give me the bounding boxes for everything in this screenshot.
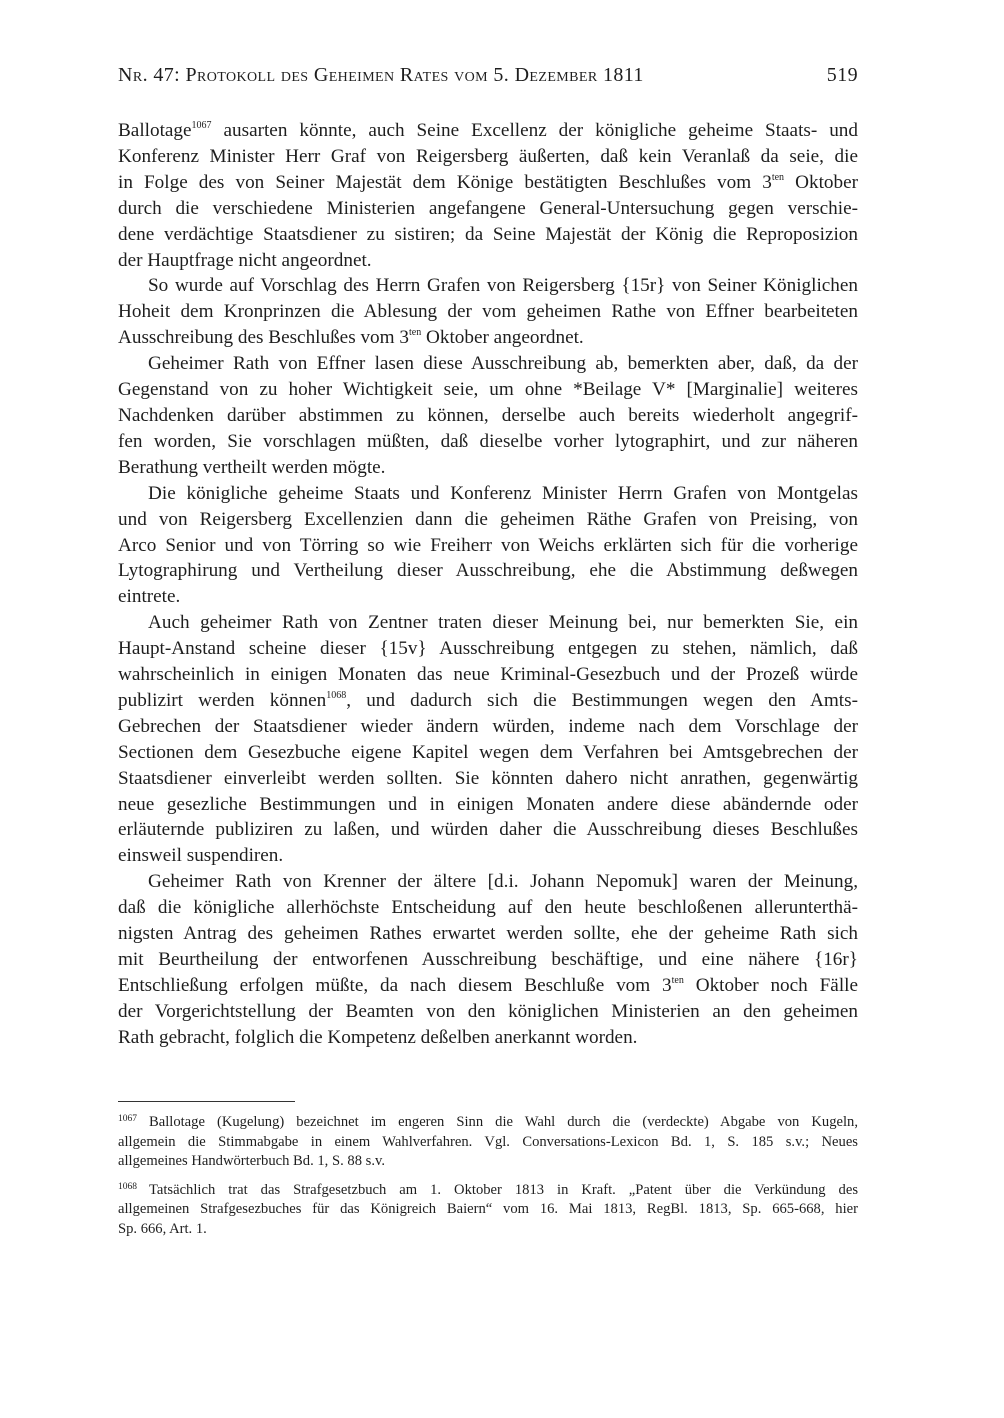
- text-line: Gegenstand von zu hoher Wichtigkeit seie, um ohne *Beilage V* [Marginalie] weiteres: [118, 379, 858, 401]
- footnote-ref-1067: 1067: [191, 120, 212, 131]
- text-line: [118, 1181, 858, 1201]
- text-line: der Hauptfrage nicht angeordnet.: [118, 249, 372, 271]
- footnote-ref-1068: 1068: [326, 689, 347, 701]
- text-line: allgemein die Stimmabgabe in einem Wahlverfahren. Vgl. Conversations-Lexicon Bd. 1, S. 185 s.v.; Neues: [118, 1133, 858, 1150]
- text-line: fen worden, Sie vorschlagen müßten, daß dieselbe vorher lytographirt, und zur näheren: [118, 430, 858, 452]
- text-line: Lytographirung und Vertheilung dieser Ausschreibung, ehe die Abstimmung deßwegen: [118, 560, 858, 582]
- superscript: ten: [771, 171, 785, 183]
- text-line: Sp. 666, Art. 1.: [118, 1220, 207, 1237]
- text-line: dene verdächtige Staatsdiener zu sistiren; da Seine Majestät der König die Reproposizion: [118, 223, 858, 245]
- text-line: allgemeinen Strafgesezbuches für das Königreich Baiern“ vom 16. Mai 1813, RegBl. 1813, Sp. 665-668, hier: [118, 1201, 858, 1218]
- text-line: Die königliche geheime Staats und Konferenz Minister Herrn Grafen von Montgelas: [148, 482, 858, 504]
- text-line: Gebrechen der Staatsdiener wieder ändern würden, indeme nach dem Vorschlage der: [118, 715, 858, 737]
- text-line: [118, 1113, 858, 1133]
- text-line: Geheimer Rath von Effner lasen diese Ausschreibung ab, bemerkten aber, daß, da der: [148, 353, 858, 375]
- text-line: Haupt-Anstand scheine dieser {15v} Ausschreibung entgegen zu stehen, nämlich, daß: [118, 638, 858, 660]
- text-run: Oktober: [784, 171, 858, 193]
- footnotes: [118, 1113, 858, 1249]
- paragraph-4: [118, 481, 858, 611]
- text-line: erläuternde publiziren zu laßen, und würden daher die Ausschreibung dieses Beschlußes: [118, 819, 858, 841]
- running-head: [118, 64, 858, 94]
- text-run: , und dadurch sich die Bestimmungen wegen den Amts-: [346, 689, 858, 711]
- footnote-1068: [118, 1181, 858, 1240]
- superscript: ten: [408, 327, 422, 339]
- text-line: Berathung vertheilt werden mögte.: [118, 456, 386, 478]
- footnote-divider: [118, 1101, 295, 1102]
- text-run: ausarten könnte, auch Seine Excellenz der königliche geheime Staats- und: [211, 120, 858, 141]
- text-run: Ballotage: [118, 120, 192, 141]
- text-line: durch die verschiedene Ministerien angefangene General-Untersuchung gegen verschie-: [118, 197, 858, 219]
- text-run: Entschließung erfolgen müßte, da nach diesem Beschluße vom 3: [118, 974, 672, 996]
- text-line: [118, 325, 858, 351]
- superscript: ten: [671, 974, 684, 986]
- text-line: Rath gebracht, folglich die Kompetenz deßelben anerkannt worden.: [118, 1026, 638, 1048]
- footnote-number: 1068: [118, 1181, 137, 1192]
- text-line: Arco Senior und von Törring so wie Freiherr von Weichs erklärten sich für die vorherige: [118, 534, 858, 556]
- text-line: Geheimer Rath von Krenner der ältere [d.i. Johann Nepomuk] waren der Meinung,: [148, 871, 858, 893]
- running-title: Nr. 47: Protokoll des Geheimen Rates vom 5. Dezember 1811: [118, 64, 644, 86]
- paragraph-3: [118, 351, 858, 481]
- paragraph-6: [118, 869, 858, 1050]
- text-line: der Vorgerichtstellung der Beamten von den königlichen Ministerien an den geheimen: [118, 1000, 858, 1022]
- text-line: eintrete.: [118, 586, 181, 608]
- text-line: einsweil suspendiren.: [118, 845, 284, 867]
- text-line: Konferenz Minister Herr Graf von Reigersberg äußerten, daß kein Veranlaß da seie, die: [118, 145, 858, 167]
- footnote-1067: [118, 1113, 858, 1172]
- text-line: wahrscheinlich in einigen Monaten das neue Kriminal-Gesezbuch und der Prozeß würde: [118, 664, 858, 686]
- text-line: neue gesezliche Bestimmungen und in einigen Monaten andere diese abändernde oder: [118, 793, 858, 815]
- text-line: So wurde auf Vorschlag des Herrn Grafen von Reigersberg {15r} von Seiner Königlichen: [148, 275, 858, 297]
- text-line: nigsten Antrag des geheimen Rathes erwartet werden sollte, ehe der geheime Rath sich: [118, 923, 858, 945]
- text-run: publizirt werden können: [118, 689, 327, 711]
- text-line: [118, 973, 858, 999]
- text-line: mit Beurtheilung der entworfenen Ausschreibung beschäftige, und eine nähere {16r}: [118, 949, 858, 970]
- text-run: Oktober angeordnet.: [421, 327, 584, 349]
- text-line: [118, 688, 858, 714]
- text-run: Ausschreibung des Beschlußes vom 3: [118, 327, 409, 349]
- text-line: [118, 118, 858, 144]
- text-run: Ballotage (Kugelung) bezeichnet im engeren Sinn die Wahl durch die (verdeckte) Abgabe von Kugeln,: [149, 1114, 858, 1130]
- text-line: [118, 170, 858, 196]
- text-line: und von Reigersberg Excellenzien dann die geheimen Räthe Grafen von Preising, von: [118, 508, 858, 530]
- text-line: Auch geheimer Rath von Zentner traten dieser Meinung bei, nur bemerkten Sie, ein: [148, 612, 858, 634]
- text-line: Nachdenken darüber abstimmen zu können, derselbe auch bereits wiederholt angegrif-: [118, 404, 858, 426]
- footnote-number: 1067: [118, 1114, 137, 1124]
- text-line: allgemeines Handwörterbuch Bd. 1, S. 88 s.v.: [118, 1153, 385, 1170]
- text-line: Sectionen dem Gesezbuche eigene Kapitel wegen dem Verfahren bei Amtsgebrechen der: [118, 741, 858, 763]
- text-line: Staatsdiener einverleibt werden sollten. Sie könnten dahero nicht anrathen, gegenwärtig: [118, 767, 858, 789]
- body-text: [118, 118, 858, 1051]
- text-run: Tatsächlich trat das Strafgesetzbuch am 1. Oktober 1813 in Kraft. „Patent über die Verkündung des: [149, 1181, 858, 1198]
- text-run: Oktober noch Fälle: [683, 974, 858, 996]
- text-line: Hoheit dem Kronprinzen die Ablesung der vom geheimen Rathe von Effner bearbeiteten: [118, 301, 858, 323]
- paragraph-2: [118, 273, 858, 351]
- text-line: daß die königliche allerhöchste Entscheidung auf den heute beschloßenen allerunterthä-: [118, 897, 858, 919]
- page-number: 519: [826, 64, 858, 86]
- paragraph-5: [118, 610, 858, 869]
- paragraph-1: [118, 118, 858, 273]
- text-run: in Folge des von Seiner Majestät dem Könige bestätigten Beschlußes vom 3: [118, 171, 772, 193]
